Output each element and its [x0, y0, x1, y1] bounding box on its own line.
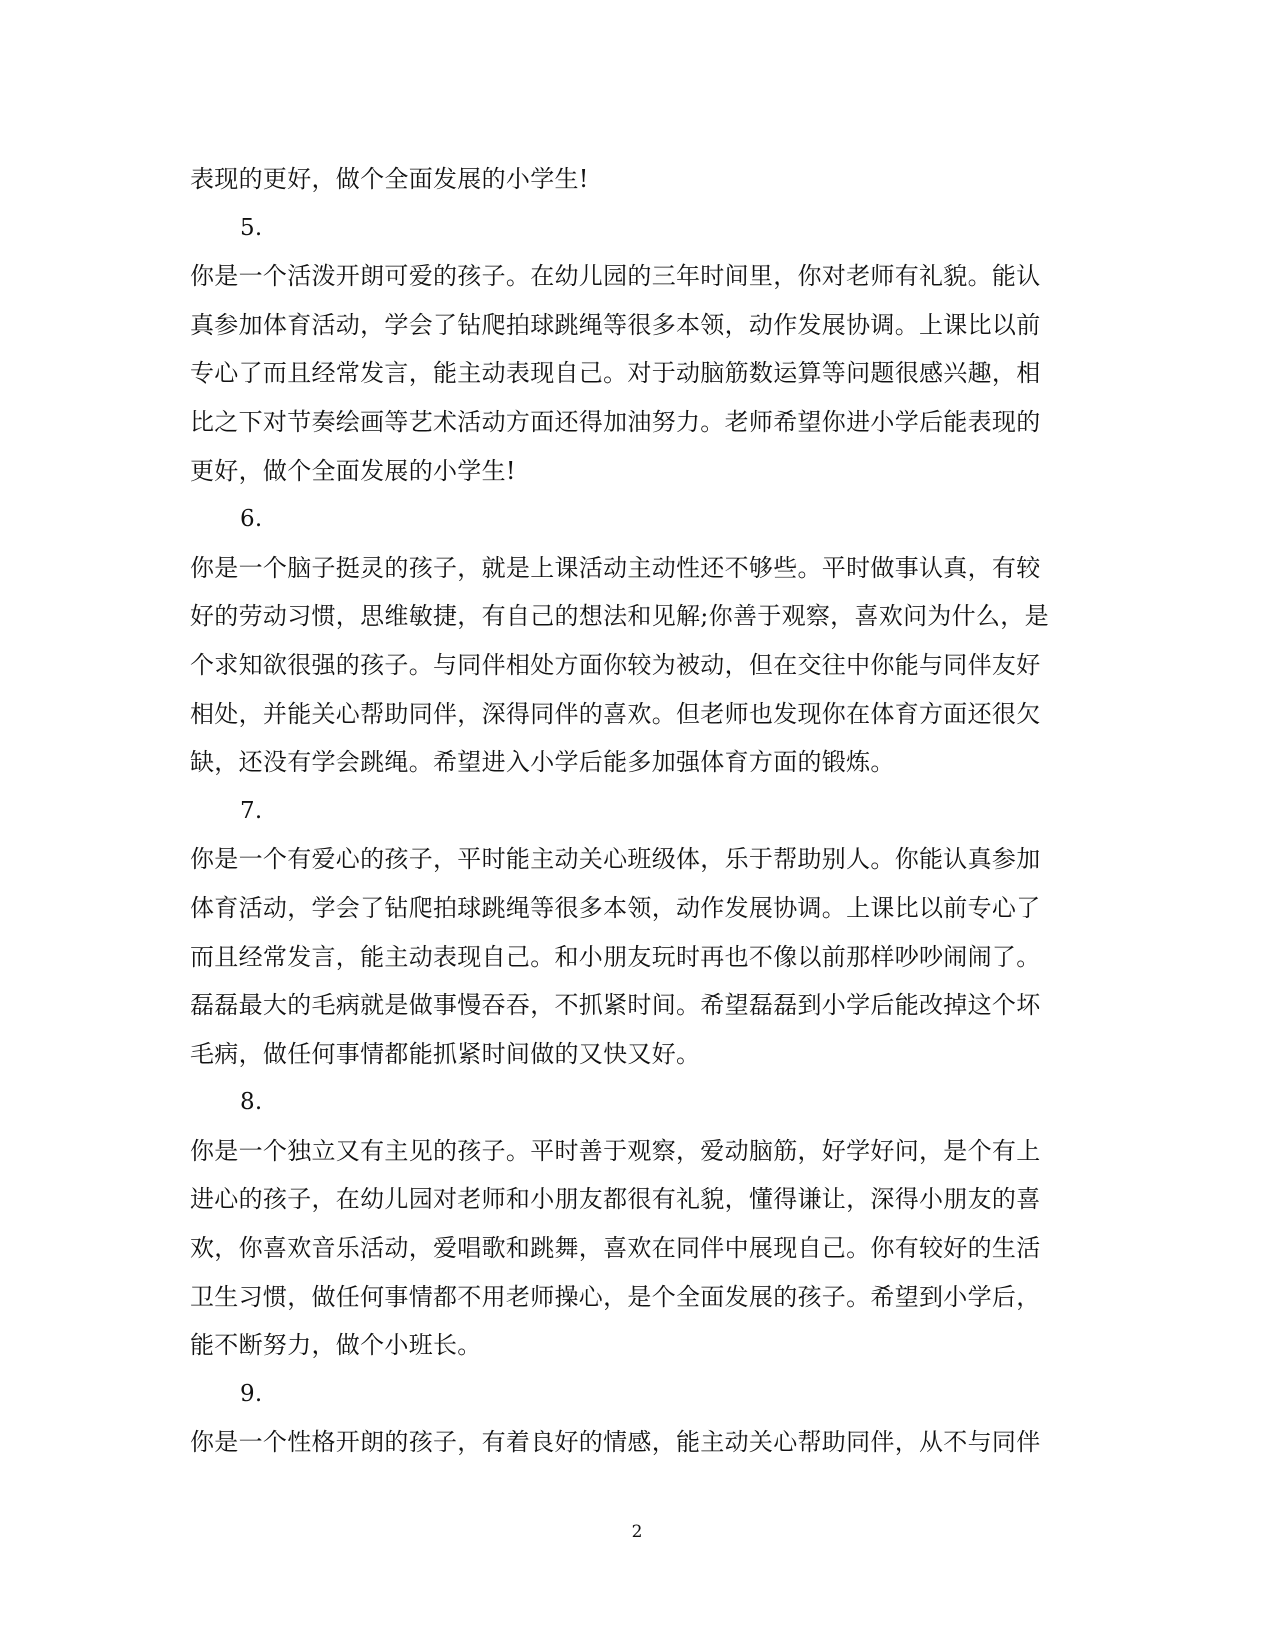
text-line: 体育活动，学会了钻爬拍球跳绳等很多本领，动作发展协调。上课比以前专心了 — [190, 893, 1041, 922]
item-number: 5. — [240, 214, 263, 241]
text-line: 磊磊最大的毛病就是做事慢吞吞，不抓紧时间。希望磊磊到小学后能改掉这个坏 — [190, 991, 1041, 1020]
text-line: 个求知欲很强的孩子。与同伴相处方面你较为被动，但在交往中你能与同伴友好 — [190, 650, 1041, 679]
item-number: 6. — [240, 506, 263, 533]
item-number: 8. — [240, 1089, 263, 1116]
text-line: 真参加体育活动，学会了钻爬拍球跳绳等很多本领，动作发展协调。上课比以前 — [190, 310, 1041, 339]
text-line: 你是一个性格开朗的孩子，有着良好的情感，能主动关心帮助同伴，从不与同伴 — [190, 1428, 1041, 1457]
text-line: 而且经常发言，能主动表现自己。和小朋友玩时再也不像以前那样吵吵闹闹了。 — [190, 942, 1041, 971]
item-number: 9. — [240, 1380, 263, 1407]
text-line: 比之下对节奏绘画等艺术活动方面还得加油努力。老师希望你进小学后能表现的 — [190, 407, 1041, 436]
text-line: 更好，做个全面发展的小学生! — [190, 456, 516, 485]
text-line: 缺，还没有学会跳绳。希望进入小学后能多加强体育方面的锻炼。 — [190, 748, 895, 777]
text-line: 相处，并能关心帮助同伴，深得同伴的喜欢。但老师也发现你在体育方面还很欠 — [190, 699, 1041, 728]
page-number: 2 — [631, 1522, 643, 1542]
text-line: 好的劳动习惯，思维敏捷，有自己的想法和见解;你善于观察，喜欢问为什么，是 — [190, 602, 1049, 631]
text-line: 毛病，做任何事情都能抓紧时间做的又快又好。 — [190, 1039, 701, 1068]
text-line: 专心了而且经常发言，能主动表现自己。对于动脑筋数运算等问题很感兴趣，相 — [190, 359, 1041, 388]
text-line: 卫生习惯，做任何事情都不用老师操心，是个全面发展的孩子。希望到小学后， — [190, 1282, 1041, 1311]
text-line: 表现的更好，做个全面发展的小学生! — [190, 165, 589, 193]
text-line: 欢，你喜欢音乐活动，爱唱歌和跳舞，喜欢在同伴中展现自己。你有较好的生活 — [190, 1234, 1041, 1263]
document-body — [190, 155, 1070, 1467]
text-line: 你是一个有爱心的孩子，平时能主动关心班级体，乐于帮助别人。你能认真参加 — [190, 845, 1041, 874]
text-line: 你是一个脑子挺灵的孩子，就是上课活动主动性还不够些。平时做事认真，有较 — [190, 553, 1041, 582]
text-line: 你是一个独立又有主见的孩子。平时善于观察，爱动脑筋，好学好问，是个有上 — [190, 1136, 1041, 1165]
item-number: 7. — [240, 797, 263, 824]
text-line: 进心的孩子，在幼儿园对老师和小朋友都很有礼貌，懂得谦让，深得小朋友的喜 — [190, 1185, 1041, 1214]
text-line: 能不断努力，做个小班长。 — [190, 1331, 482, 1360]
text-line: 你是一个活泼开朗可爱的孩子。在幼儿园的三年时间里，你对老师有礼貌。能认 — [190, 262, 1041, 291]
